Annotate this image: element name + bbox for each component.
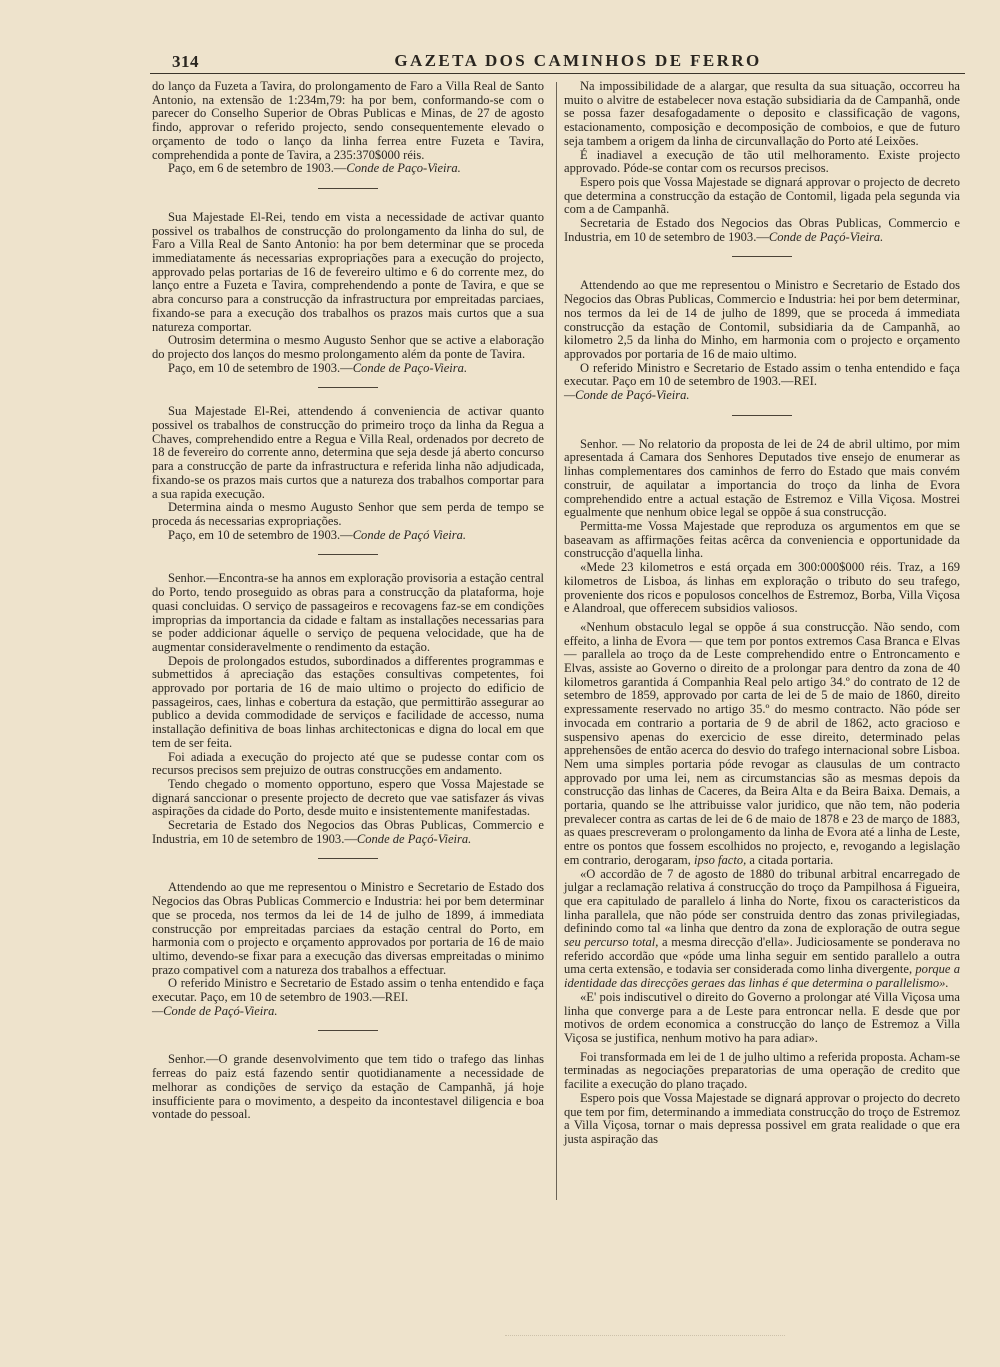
paragraph: Senhor.—O grande desenvolvimento que tem tido o trafego das linhas ferreas do paiz está fazendo sentir quotidianamente a necessidade de melhorar as condições de serviço da estação de Campanhã, já hoje insufficiente para o movimento, a despeito da incontestavel diligencia e boa vontade do pessoal.: [152, 1052, 544, 1122]
paragraph: Senhor.—Encontra-se ha annos em exploração provisoria a estação central do Porto, tendo proseguido as obras para a construcção da plataforma, hoje quasi concluidas. O serviço de passageiros e recovagens faz-se em condições improprias da importancia da cidade e faltam as installações necessarias para se poder addicionar áquelle o serviço de pequena velocidade, que ha de augmentar consideravelmente o rendimento da estação.: [152, 571, 544, 654]
column-rule: [556, 82, 557, 1200]
paragraph: do lanço da Fuzeta a Tavira, do prolongamento de Faro a Villa Real de Santo Antonio, na extensão de 1:234m,79: ha por bem, conformando-se com o parecer do Conselho Superior de Obras Publicas e Minas, de 27 de agosto findo, approvar o referido projecto, sendo consequentemente elevado o orçamento de todo o lanço da linha ferrea entre Fuzeta e Tavira, comprehendida a ponte de Tavira, a 235:370$000 réis.: [152, 79, 544, 162]
dateline: [152, 162, 544, 176]
paragraph: O referido Ministro e Secretario de Estado assim o tenha entendido e faça executar. Paço, em 10 de setembro de 1903.—REI.: [152, 976, 544, 1005]
dateline: [564, 217, 960, 244]
paragraph: Senhor. — No relatorio da proposta de lei de 24 de abril ultimo, por mim apresentada á Camara dos Senhores Deputados tive ensejo de enumerar as linhas complementares dos caminhos de ferro do Estado que mais convém construir, de aquilatar a importancia do troço da linha de Evora comprehendido entre a actual estação de Estremoz e Villa Viçosa. Mostrei egualmente que nenhum obice legal se oppõe á sua construcção.: [564, 436, 960, 520]
signature: Conde de Paçó Vieira.: [352, 527, 467, 542]
paragraph: Foi adiada a execução do projecto até que se pudesse contar com os recursos precisos sem prejuizo de outras construcções em andamento.: [152, 749, 544, 778]
article-block: [564, 438, 960, 1147]
header-rule: [150, 73, 965, 74]
paragraph: Sua Majestade El-Rei, tendo em vista a necessidade de activar quanto possivel os trabalhos de construcção do prolongamento da linha do sul, de Faro a Villa Real de Santo Antonio: ha por bem determinar que se proceda immediatamente ás necessarias expropriações para a execução do projecto, approvado pelas portarias de 16 de fevereiro ultimo e 6 do corrente mez, do lanço entre a Fuzeta e Tavira, comprehendendo a ponte de Tavira, e que se abra concurso para a construcção da infrastructura por empreitadas parciaes, fixando-se para a execução dos trabalhos os prazos mais curtos que a sua natureza comportar.: [152, 209, 544, 334]
page-number: 314: [172, 52, 199, 71]
paragraph: Attendendo ao que me representou o Ministro e Secretario de Estado dos Negocios das Obras Publicas, Commercio e Industria: hei por bem determinar, nos termos da lei de 14 de julho de 1899, que se proceda á immediata construcção da estação de Contomil, subsidiaria da de Campanhã, ao kilometro 2,5 da linha do Minho, em harmonia com o projecto e orçamento approvados por portaria de 16 de maio ultimo.: [564, 278, 960, 361]
paragraph: Permitta-me Vossa Majestade que reproduza os argumentos em que se baseavam as affirmações feitas acêrca da conveniencia e opportunidade da construcção d'aquella linha.: [564, 518, 960, 561]
left-column: [152, 80, 544, 1122]
article-block: [152, 1053, 544, 1122]
dateline: [152, 529, 544, 543]
print-mark: [505, 1335, 785, 1342]
signature: Conde de Paço-Vieira.: [352, 360, 468, 375]
separator-rule: [318, 1030, 378, 1031]
page-header: [150, 46, 966, 76]
date-text: Secretaria de Estado dos Negocios das Obras Publicas, Commercio e Industria, em 10 de setembro de 1903.—: [564, 216, 960, 244]
separator-rule: [732, 256, 792, 257]
date-text: Paço, em 10 de setembro de 1903.—: [168, 360, 353, 375]
separator-rule: [732, 415, 792, 416]
separator-rule: [318, 858, 378, 859]
date-text: Secretaria de Estado dos Negocios das Obras Publicas, Commercio e Industria, em 10 de setembro de 1903.—: [152, 818, 544, 846]
quote-paragraph: «E' pois indiscutivel o direito do Governo a prolongar até Villa Viçosa uma linha que converge para a de Leste para entroncar nella. E desde que por motivos de ordem economica a construcção do lanço de Estremoz a Villa Viçosa se justifica, nenhum motivo ha para adiar».: [564, 989, 960, 1045]
date-text: Paço, em 6 de setembro de 1903.—: [168, 161, 347, 176]
article-block: [564, 80, 960, 244]
article-block: [152, 572, 544, 846]
paragraph: Espero pois que Vossa Majestade se dignará approvar o projecto do decreto que tem por fim, determinando a immediata construcção do troço de Estremoz a Villa Viçosa, tornar o mais depressa possivel em grata realidade o que era justa aspiração das: [564, 1090, 960, 1146]
paragraph: Determina ainda o mesmo Augusto Senhor que sem perda de tempo se proceda ás necessarias expropriações.: [152, 500, 544, 528]
quote-paragraph: «O accordão de 7 de agosto de 1880 do tribunal arbitral encarregado de julgar a reclamação relativa á construcção do troço da Pampilhosa á Figueira, que era capitulado de parallelo á linha do Norte, fixou os caracteristicos da linha parallela, que não póde ser construida dentro das zonas privilegiadas, definindo como tal «a linha que dentro da zona de exploração de outra segue seu percurso total, a mesma direcção d'ella». Judiciosamente se ponderava no referido accordão que «póde uma linha seguir em sentido parallelo a outra uma certa extensão, e todavia ser considerada como linha divergente, porque a identidade das direcções geraes das linhas é que determina o parallelismo».: [564, 866, 961, 991]
paragraph: Depois de prolongados estudos, subordinados a differentes programmas e submettidos á apreciação das estações consultivas competentes, foi approvado por portaria de 16 de maio ultimo o projecto do edificio de passageiros, caes, linhas e cobertura da estação, que permittirão assegurar ao publico a devida commodidade de serviços e facilidade de accesso, numa installação definitiva de boas linhas architectonicas e digna do local em que tem de ser feita.: [152, 653, 544, 750]
dateline: [152, 362, 544, 376]
separator-rule: [318, 387, 378, 388]
paragraph: Outrosim determina o mesmo Augusto Senhor que se active a elaboração do projecto dos lanços do mesmo prolongamento além da ponte de Tavira.: [152, 333, 544, 361]
quote-paragraph: «Mede 23 kilometros e está orçada em 300:000$000 réis. Traz, a 169 kilometros de Lisboa, ás linhas em exploração o tributo do seu trafego, proveniente dos ricos e populosos concelhos de Estremoz, Borba, Villa Viçosa e Alandroal, que offerecem subsidios valiosos.: [564, 560, 960, 616]
separator-rule: [318, 188, 378, 189]
paragraph: Tendo chegado o momento opportuno, espero que Vossa Majestade se dignará sanccionar o presente projecto de decreto que vae satisfazer ás vivas aspirações da cidade do Porto, desde muito e insistentemente manifestadas.: [152, 776, 544, 819]
paragraph: É inadiavel a execução de tão util melhoramento. Existe projecto approvado. Póde-se contar com os recursos precisos.: [564, 147, 960, 176]
separator-rule: [318, 554, 378, 555]
signature: —Conde de Paçó-Vieira.: [152, 1003, 278, 1018]
signature: Conde de Paço-Vieira.: [346, 161, 461, 176]
paragraph: Attendendo ao que me representou o Ministro e Secretario de Estado dos Negocios das Obras Publicas Commercio e Industria: hei por bem determinar que se proceda, nos termos da lei de 14 de julho de 1899, á immediata construcção por empreitadas parciaes da estação central do Porto, em harmonia com o projecto e orçamento approvados por portaria de 16 de maio ultimo, devendo-se fixar para a execução das diversas empreitadas o minimo prazo compativel com a natureza dos trabalhos a effectuar.: [152, 880, 544, 977]
paragraph: O referido Ministro e Secretario de Estado assim o tenha entendido e faça executar. Paço em 10 de setembro de 1903.—REI.: [564, 360, 960, 389]
paragraph: Na impossibilidade de a alargar, que resulta da sua situação, occorreu ha muito o alvitre de estabelecer nova estação subsidiaria da de Campanhã, onde se possa fazer desafogadamente o deposito e classificação de vagons, estacionamento, composição e decomposição de comboios, e que de futuro seja tambem a origem da linha de circunvallação do Porto até Leixões.: [564, 79, 960, 148]
quote-paragraph: «Nenhum obstaculo legal se oppõe á sua construcção. Não sendo, com effeito, a linha de Evora — que tem por pontos extremos Casa Branca e Elvas — parallela ao troço da de Leste comprehendido entre o Entroncamento e Elvas, assiste ao Governo o direito de a prolongar para dentro da zona de 40 kilometros garantida á Companhia Real pelo artigo 34.º do contrato de 12 de setembro de 1859, approvado por carta de lei de 5 de maio de 1860, direito expressamente reservado no artigo 35.º do mesmo contracto. Não póde ser invocada em contrario a portaria de 9 de abril de 1862, acto gracioso e suspensivo apenas do exercicio de esse direito, determinado pelas apprehensões de então acerca do desvio do trafego internacional sobre Lisboa. Nem uma simples portaria póde revogar as clausulas de um contracto approvado por uma lei, nem as circumstancias são as mesmas depois da construcção das linhas de Caceres, da Beira Alta e da Beira Baixa. Demais, a portaria, quando se lhe attribuisse valor juridico, que não tem, não poderia prevalecer contra as cartas de lei de 6 de maio de 1878 e 23 de março de 1883, as quaes prescreveram o prolongamento da linha de Evora até a linha de Leste, entre os pontos que fossem escolhidos no projecto, e, revogando a legislação em contrario, derogaram, ipso facto, a citada portaria.: [564, 619, 960, 867]
paragraph: Espero pois que Vossa Majestade se dignará approvar o projecto de decreto que determina a construcção da estação de Contomil, ligada pela segunda via com a de Campanhã.: [564, 174, 960, 217]
journal-title: GAZETA DOS CAMINHOS DE FERRO: [394, 51, 762, 70]
article-block: [152, 80, 544, 176]
article-block: [152, 405, 544, 542]
date-text: Paço, em 10 de setembro de 1903.—: [168, 527, 353, 542]
paragraph: Sua Majestade El-Rei, attendendo á conveniencia de activar quanto possivel os trabalhos de construcção do primeiro troço da linha da Regua a Chaves, comprehendido entre a Regua e Villa Real, ordenados por decreto de 18 de fevereiro do corrente anno, determina que seja desde já aberto concurso para a construcção de parte da infrastructura e referida linha não adjudicada, fixando-se os prazos mais curtos que a natureza dos trabalhos comportar para a sua rapida execução.: [152, 404, 544, 501]
article-block: [152, 211, 544, 375]
signature: —Conde de Paçó-Vieira.: [564, 388, 690, 403]
dateline: [152, 819, 544, 846]
article-block: [152, 881, 544, 1018]
signature: Conde de Paçó-Vieira.: [356, 831, 472, 846]
paragraph: Foi transformada em lei de 1 de julho ultimo a referida proposta. Acham-se terminadas as negociações preparatorias de uma operação de credito que facilite a execução do plano traçado.: [564, 1049, 960, 1092]
right-column: [564, 80, 960, 1147]
article-block: [564, 279, 960, 402]
signature: Conde de Paçó-Vieira.: [768, 229, 884, 244]
